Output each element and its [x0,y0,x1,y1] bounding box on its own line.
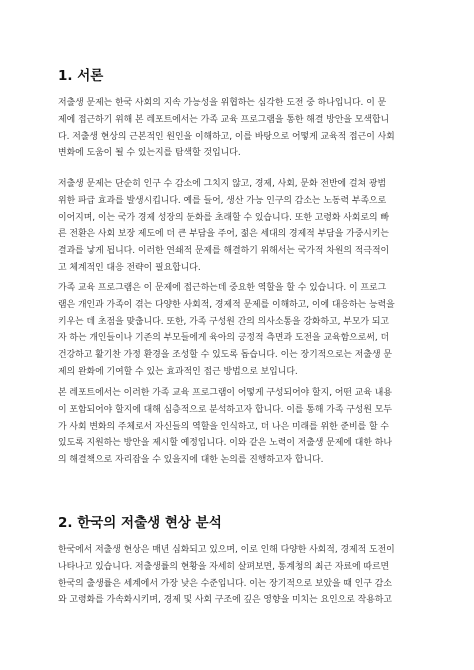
text-line: 른 전환은 사회 보장 제도에 더 큰 부담을 주어, 젊은 세대의 경제적 부담을 가중시키는 [58,229,389,240]
text-line: 의 해결책으로 자리잡을 수 있을지에 대한 논의를 진행하고자 합니다. [58,455,324,466]
text-line: 자 하는 개인들이나 기존의 부모들에게 육아의 긍정적 측면과 도전을 교육함으로써, 더 [58,333,390,344]
text-line: 나타나고 있습니다. 저출생률의 현황을 자세히 살펴보면, 통계청의 최근 자료에 따르면 [58,561,390,572]
paragraph-1 [58,95,420,162]
text-line: 가족 교육 프로그램은 이 문제에 접근하는데 중요한 역할을 할 수 있습니다. 이 프로그 [58,283,387,293]
paragraph-5 [58,542,420,609]
paragraph-3 [58,280,420,381]
text-line: 위한 파급 효과를 발생시킵니다. 예를 들어, 생산 가능 인구의 감소는 노동력 부족으로 [58,195,387,206]
text-line: 있도록 지원하는 방안을 제시할 예정입니다. 이와 같은 노력이 저출생 문제에 대한 하나 [58,438,392,449]
text-line: 제에 접근하기 위해 본 레포트에서는 가족 교육 프로그램을 통한 해결 방안을 모색합니 [58,114,390,125]
text-line: 건강하고 활기찬 가정 환경을 조성할 수 있도록 돕습니다. 이는 장기적으로는 저출생 문 [58,350,392,361]
text-line: 가 사회 변화의 주체로서 자신들의 역할을 인식하고, 더 나은 미래를 위한 준비를 할 수 [58,421,389,432]
text-line: 램은 개인과 가족이 겪는 다양한 사회적, 경제적 문제를 이해하고, 이에 대응하는 능력을 [58,299,395,310]
text-line: 결과를 낳게 됩니다. 이러한 연쇄적 문제를 해결하기 위해서는 국가적 차원의 적극적이 [58,246,390,257]
section-heading-analysis: 2. 한국의 저출생 현상 분석 [58,515,222,531]
text-line: 본 레포트에서는 이러한 가족 교육 프로그램이 어떻게 구성되어야 할지, 어떤 교육 내용 [58,388,392,398]
text-line: 저출생 문제는 단순히 인구 수 감소에 그치지 않고, 경제, 사회, 문화 전반에 걸쳐 광범 [58,179,387,189]
text-line: 한국의 출생률은 세계에서 가장 낮은 수준입니다. 이는 장기적으로 보았을 때 인구 감소 [58,578,392,589]
text-line: 키우는 데 초점을 맞춥니다. 또한, 가족 구성원 간의 의사소통을 강화하고, 부모가 되고 [58,316,389,327]
text-line: 제의 완화에 기여할 수 있는 효과적인 접근 방법으로 보입니다. [58,366,298,377]
paragraph-2 [58,176,420,277]
text-line: 저출생 문제는 한국 사회의 지속 가능성을 위협하는 심각한 도전 중 하나입니다. 이 문 [58,98,387,108]
text-line: 이 포함되어야 할지에 대해 심층적으로 분석하고자 합니다. 이를 통해 가족 구성원 모두 [58,404,392,415]
section-heading-intro: 1. 서론 [58,68,104,84]
paragraph-4 [58,385,420,469]
text-line: 와 고령화를 가속화시키며, 경제 및 사회 구조에 깊은 영향을 미치는 요인으로 작용하고 [58,595,392,606]
text-line: 변화에 도움이 될 수 있는지를 탐색할 것입니다. [58,148,241,159]
text-line: 한국에서 저출생 현상은 매년 심화되고 있으며, 이로 인해 다양한 사회적, 경제적 도전이 [58,545,395,555]
text-line: 이어지며, 이는 국가 경제 성장의 둔화를 초래할 수 있습니다. 또한 고령화 사회로의 빠 [58,212,389,223]
text-line: 고 체계적인 대응 전략이 필요합니다. [58,262,201,273]
text-line: 다. 저출생 현상의 근본적인 원인을 이해하고, 이를 바탕으로 어떻게 교육적 접근이 사회 [58,131,395,142]
